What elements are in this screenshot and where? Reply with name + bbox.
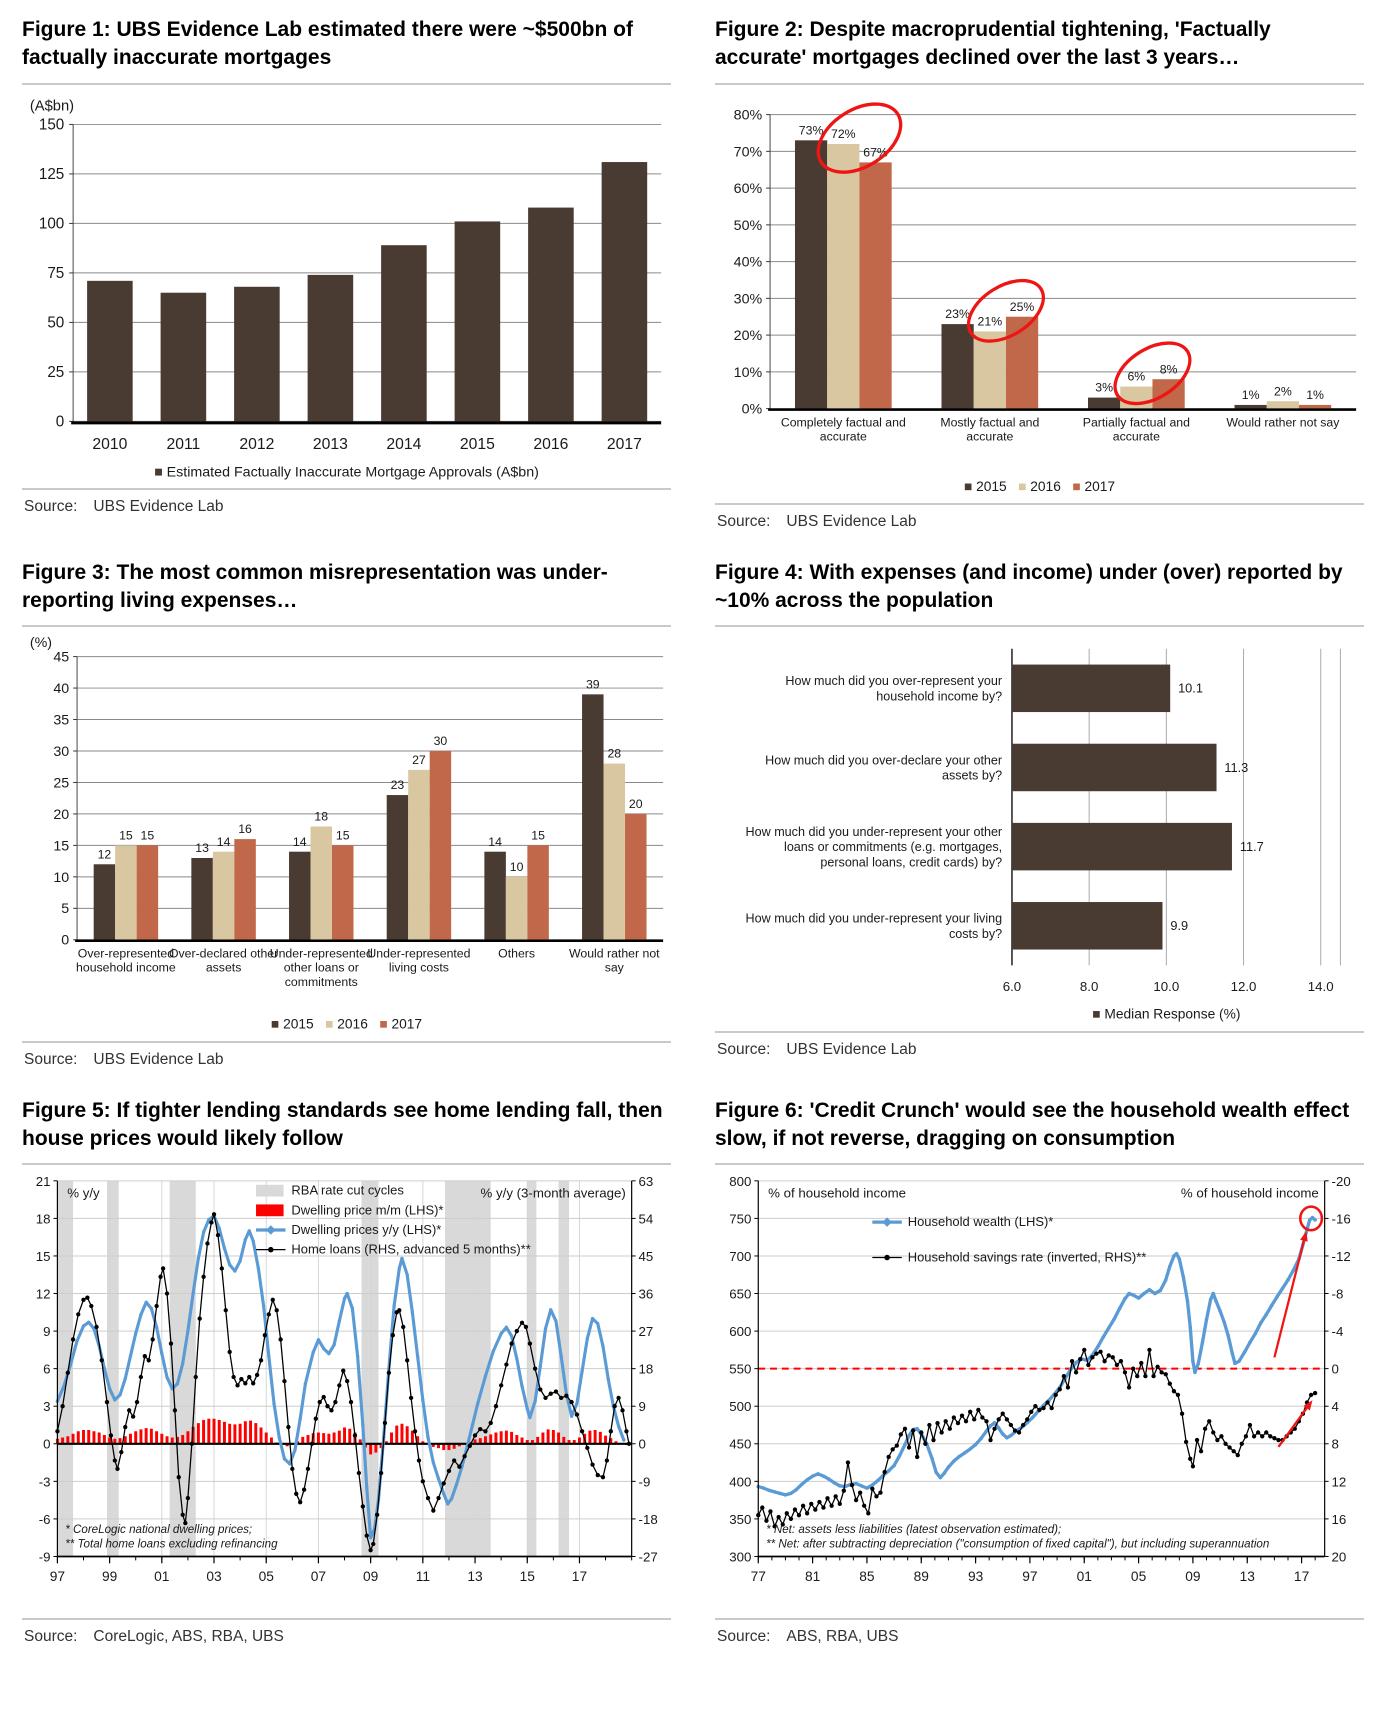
- svg-text:14: 14: [488, 835, 502, 850]
- divider: [715, 625, 1364, 627]
- svg-text:20: 20: [1331, 1549, 1347, 1565]
- svg-text:45: 45: [638, 1249, 654, 1265]
- svg-text:700: 700: [729, 1249, 752, 1265]
- divider: [22, 488, 671, 490]
- svg-text:18: 18: [638, 1361, 654, 1377]
- svg-text:Would rather not: Would rather not: [568, 946, 660, 961]
- figure-4-panel: [715, 553, 1364, 1085]
- svg-text:500: 500: [729, 1399, 752, 1415]
- svg-text:13: 13: [1239, 1569, 1255, 1585]
- svg-text:9: 9: [43, 1324, 51, 1340]
- svg-text:6%: 6%: [1127, 369, 1146, 384]
- source-label: Source:: [717, 512, 771, 530]
- divider: [715, 1618, 1364, 1620]
- svg-text:21: 21: [35, 1174, 51, 1190]
- svg-text:Dwelling prices y/y (LHS)*: Dwelling prices y/y (LHS)*: [291, 1222, 442, 1238]
- svg-text:-27: -27: [638, 1549, 658, 1565]
- svg-text:60%: 60%: [733, 180, 763, 197]
- svg-text:10: 10: [53, 870, 70, 887]
- svg-text:Completely factual and: Completely factual and: [780, 414, 906, 429]
- svg-text:73%: 73%: [798, 123, 824, 138]
- svg-text:-20: -20: [1331, 1174, 1351, 1190]
- figure-6-panel: [715, 1091, 1364, 1662]
- svg-text:Home loans (RHS, advanced 5 mo: Home loans (RHS, advanced 5 months)**: [291, 1241, 531, 1257]
- svg-text:6: 6: [43, 1361, 51, 1377]
- svg-text:0: 0: [55, 412, 65, 430]
- svg-text:40%: 40%: [733, 254, 763, 271]
- svg-text:8.0: 8.0: [1079, 979, 1099, 995]
- svg-text:150: 150: [38, 116, 65, 134]
- svg-text:assets by?: assets by?: [941, 768, 1003, 783]
- figure3-source: [24, 1051, 671, 1069]
- svg-text:800: 800: [729, 1174, 752, 1190]
- svg-text:15: 15: [531, 828, 545, 843]
- svg-text:05: 05: [258, 1569, 274, 1585]
- svg-text:commitments: commitments: [284, 975, 358, 990]
- divider: [715, 1031, 1364, 1033]
- svg-text:97: 97: [1022, 1569, 1038, 1585]
- svg-text:12.0: 12.0: [1230, 979, 1257, 995]
- divider: [715, 503, 1364, 505]
- svg-text:300: 300: [729, 1549, 752, 1565]
- svg-text:assets: assets: [205, 961, 242, 976]
- svg-text:30: 30: [53, 744, 70, 761]
- svg-text:8%: 8%: [1159, 361, 1178, 376]
- figure3-chart: [22, 633, 671, 1036]
- svg-text:-16: -16: [1331, 1211, 1351, 1227]
- svg-text:% y/y (3-month average): % y/y (3-month average): [480, 1185, 626, 1201]
- source-label: Source:: [24, 1050, 78, 1068]
- svg-text:0: 0: [61, 933, 70, 950]
- figure4-source: [717, 1041, 1364, 1059]
- svg-text:25%: 25%: [1009, 299, 1035, 314]
- svg-text:2013: 2013: [312, 435, 348, 453]
- svg-text:14: 14: [216, 835, 231, 850]
- source-text: UBS Evidence Lab: [786, 1040, 917, 1058]
- svg-text:accurate: accurate: [966, 429, 1014, 444]
- svg-text:How much did you over-declare: How much did you over-declare your other: [765, 753, 1003, 768]
- svg-text:45: 45: [53, 649, 70, 666]
- svg-text:Would rather not say: Would rather not say: [1226, 414, 1340, 429]
- source-text: UBS Evidence Lab: [786, 512, 917, 530]
- svg-text:28: 28: [607, 747, 622, 762]
- svg-text:0: 0: [1331, 1361, 1339, 1377]
- source-text: UBS Evidence Lab: [93, 498, 224, 516]
- svg-text:20%: 20%: [733, 327, 763, 344]
- svg-text:5: 5: [61, 901, 70, 918]
- svg-text:18: 18: [35, 1211, 51, 1227]
- svg-text:2014: 2014: [386, 435, 422, 453]
- svg-text:15: 15: [519, 1569, 535, 1585]
- divider: [22, 1163, 671, 1165]
- svg-text:23%: 23%: [945, 306, 970, 321]
- svg-text:13: 13: [195, 841, 209, 856]
- source-label: Source:: [24, 498, 78, 516]
- svg-text:97: 97: [49, 1569, 66, 1585]
- svg-text:18: 18: [314, 810, 329, 825]
- svg-text:0: 0: [638, 1436, 646, 1452]
- svg-text:11.7: 11.7: [1239, 839, 1264, 855]
- figure5-chart: [22, 1171, 671, 1614]
- svg-text:Over-declared other: Over-declared other: [168, 946, 279, 961]
- source-label: Source:: [717, 1627, 771, 1645]
- svg-text:12: 12: [35, 1286, 51, 1302]
- svg-text:9: 9: [638, 1399, 646, 1415]
- svg-text:8: 8: [1331, 1436, 1339, 1452]
- svg-text:9.9: 9.9: [1170, 918, 1189, 934]
- svg-text:10.1: 10.1: [1178, 681, 1203, 697]
- svg-text:16: 16: [238, 822, 252, 837]
- svg-text:36: 36: [638, 1286, 654, 1302]
- svg-text:15: 15: [140, 828, 155, 843]
- svg-text:household income by?: household income by?: [876, 689, 1003, 704]
- divider: [22, 1041, 671, 1043]
- svg-text:17: 17: [1293, 1569, 1310, 1585]
- svg-text:-8: -8: [1331, 1286, 1344, 1302]
- figure4-title: Figure 4: With expenses (and income) under (over) reported by ~10% across the population: [715, 560, 1343, 613]
- svg-text:15: 15: [335, 828, 350, 843]
- svg-text:12: 12: [97, 847, 112, 862]
- svg-text:Partially factual and: Partially factual and: [1082, 414, 1190, 429]
- svg-text:09: 09: [1185, 1569, 1201, 1585]
- svg-text:40: 40: [53, 681, 70, 698]
- svg-text:2011: 2011: [166, 435, 201, 453]
- figure6-chart: [715, 1171, 1364, 1614]
- svg-text:Dwelling price m/m (LHS)*: Dwelling price m/m (LHS)*: [291, 1202, 444, 1218]
- svg-text:99: 99: [101, 1569, 118, 1585]
- svg-text:10: 10: [509, 860, 524, 875]
- svg-text:3%: 3%: [1095, 380, 1114, 395]
- svg-text:2016: 2016: [533, 435, 569, 453]
- svg-text:03: 03: [206, 1569, 222, 1585]
- figure5-source: [24, 1628, 671, 1646]
- figure1-title: Figure 1: UBS Evidence Lab estimated there were ~$500bn of factually inaccurate mortgages: [22, 18, 633, 70]
- divider: [22, 1618, 671, 1620]
- svg-text:01: 01: [154, 1569, 170, 1585]
- svg-text:15: 15: [119, 828, 133, 843]
- svg-text:05: 05: [1130, 1569, 1147, 1585]
- svg-text:costs by?: costs by?: [948, 927, 1003, 942]
- svg-text:Mostly factual and: Mostly factual and: [940, 414, 1040, 429]
- svg-text:■ 2015 ■ 2016 ■ 2017: ■ 2015 ■ 2016 ■ 2017: [270, 1016, 423, 1032]
- svg-text:15: 15: [53, 838, 70, 855]
- svg-text:14.0: 14.0: [1307, 979, 1334, 995]
- svg-text:How much did you under-represe: How much did you under-represent your other: [745, 825, 1003, 840]
- svg-text:01: 01: [1076, 1569, 1092, 1585]
- svg-text:70%: 70%: [733, 143, 763, 160]
- svg-text:10%: 10%: [733, 364, 763, 381]
- svg-text:4: 4: [1331, 1399, 1339, 1415]
- svg-text:-18: -18: [638, 1512, 658, 1528]
- svg-text:100: 100: [38, 215, 65, 233]
- figure-1-panel: [22, 10, 671, 547]
- figure5-title: Figure 5: If tighter lending standards see home lending fall, then house prices would likely follow: [22, 1098, 663, 1150]
- svg-text:75: 75: [47, 264, 65, 282]
- figure-3-panel: [22, 553, 671, 1085]
- svg-text:09: 09: [362, 1569, 379, 1585]
- svg-text:2017: 2017: [606, 435, 642, 453]
- svg-text:% of household income: % of household income: [768, 1185, 907, 1201]
- svg-text:750: 750: [729, 1211, 752, 1227]
- svg-text:-12: -12: [1331, 1249, 1351, 1265]
- svg-text:■ 2015 ■ 2016 ■ 2017: ■ 2015 ■ 2016 ■ 2017: [963, 478, 1116, 494]
- svg-text:125: 125: [38, 165, 65, 183]
- svg-text:** Total home loans excluding: ** Total home loans excluding refinancing: [65, 1537, 278, 1551]
- svg-text:07: 07: [310, 1569, 327, 1585]
- svg-text:2%: 2%: [1273, 384, 1292, 399]
- svg-text:20: 20: [53, 807, 70, 824]
- svg-text:77: 77: [750, 1569, 766, 1585]
- source-text: UBS Evidence Lab: [93, 1050, 224, 1068]
- svg-text:How much did you over-represen: How much did you over-represent your: [785, 674, 1003, 689]
- svg-text:2012: 2012: [239, 435, 275, 453]
- svg-text:% y/y: % y/y: [67, 1185, 100, 1201]
- svg-text:(A$bn): (A$bn): [29, 98, 75, 115]
- svg-text:30: 30: [433, 734, 448, 749]
- svg-text:-3: -3: [38, 1474, 51, 1490]
- svg-text:39: 39: [585, 677, 600, 692]
- svg-text:■ Median Response (%): ■ Median Response (%): [1092, 1006, 1241, 1022]
- divider: [22, 83, 671, 85]
- svg-text:35: 35: [53, 712, 70, 729]
- figure4-chart: [715, 633, 1364, 1026]
- svg-text:accurate: accurate: [819, 429, 867, 444]
- figure6-source: [717, 1628, 1364, 1646]
- svg-text:400: 400: [729, 1474, 752, 1490]
- svg-text:72%: 72%: [831, 126, 856, 141]
- svg-text:14: 14: [292, 835, 307, 850]
- svg-text:living costs: living costs: [388, 961, 449, 976]
- svg-text:■ Estimated Factually Inaccura: ■ Estimated Factually Inaccurate Mortgage Approvals (A$bn): [154, 464, 539, 481]
- figure-2-panel: [715, 10, 1364, 547]
- svg-text:30%: 30%: [733, 290, 763, 307]
- source-label: Source:: [717, 1040, 771, 1058]
- svg-text:27: 27: [412, 753, 426, 768]
- svg-text:-9: -9: [638, 1474, 651, 1490]
- svg-text:accurate: accurate: [1112, 429, 1160, 444]
- svg-text:17: 17: [571, 1569, 588, 1585]
- figure2-title: Figure 2: Despite macroprudential tightening, 'Factually accurate' mortgages declined over the last 3 years…: [715, 18, 1271, 70]
- divider: [715, 83, 1364, 85]
- svg-text:12: 12: [1331, 1474, 1347, 1490]
- svg-text:93: 93: [967, 1569, 984, 1585]
- svg-text:Over-represented: Over-represented: [77, 946, 175, 961]
- svg-text:10.0: 10.0: [1153, 979, 1180, 995]
- svg-text:** Net: after subtracting depr: ** Net: after subtracting depreciation ("consumption of fixed capital"), but including superannuation: [766, 1537, 1270, 1551]
- figure2-source: [717, 513, 1364, 531]
- svg-text:54: 54: [638, 1211, 654, 1227]
- svg-text:550: 550: [729, 1361, 752, 1377]
- svg-text:13: 13: [467, 1569, 483, 1585]
- svg-text:21%: 21%: [977, 314, 1003, 329]
- svg-text:Under-represented: Under-represented: [367, 946, 471, 961]
- svg-text:* CoreLogic national dwelling: * CoreLogic national dwelling prices;: [65, 1523, 253, 1537]
- svg-text:-4: -4: [1331, 1324, 1344, 1340]
- source-text: ABS, RBA, UBS: [786, 1627, 899, 1645]
- svg-text:23: 23: [390, 778, 405, 793]
- svg-text:2010: 2010: [92, 435, 128, 453]
- svg-text:-9: -9: [38, 1549, 51, 1565]
- svg-text:350: 350: [729, 1512, 752, 1528]
- svg-text:11: 11: [415, 1569, 430, 1585]
- svg-text:Under-represented: Under-represented: [269, 946, 373, 961]
- source-text: CoreLogic, ABS, RBA, UBS: [93, 1627, 284, 1645]
- svg-text:15: 15: [35, 1249, 51, 1265]
- svg-text:85: 85: [859, 1569, 875, 1585]
- svg-text:* Net: assets less liabilities: * Net: assets less liabilities (latest observation estimated);: [766, 1523, 1062, 1537]
- svg-text:80%: 80%: [733, 107, 763, 124]
- svg-text:say: say: [604, 961, 624, 976]
- svg-text:personal loans, credit cards): personal loans, credit cards) by?: [820, 855, 1003, 870]
- svg-text:50%: 50%: [733, 217, 763, 234]
- svg-text:household income: household income: [76, 961, 176, 976]
- source-label: Source:: [24, 1627, 78, 1645]
- svg-text:% of household income: % of household income: [1180, 1185, 1319, 1201]
- svg-text:0: 0: [43, 1436, 51, 1452]
- svg-text:11.3: 11.3: [1224, 760, 1249, 776]
- svg-text:81: 81: [804, 1569, 821, 1585]
- svg-text:3: 3: [43, 1399, 51, 1415]
- svg-text:loans or commitments (e.g. mor: loans or commitments (e.g. mortgages,: [784, 840, 1003, 855]
- svg-text:2015: 2015: [459, 435, 495, 453]
- divider: [715, 1163, 1364, 1165]
- svg-text:RBA rate cut cycles: RBA rate cut cycles: [291, 1182, 404, 1198]
- svg-text:(%): (%): [29, 635, 53, 652]
- svg-text:6.0: 6.0: [1002, 979, 1022, 995]
- svg-text:How much did you under-represe: How much did you under-represent your living: [745, 912, 1003, 927]
- svg-text:Household savings rate (invert: Household savings rate (inverted, RHS)**: [907, 1249, 1147, 1265]
- svg-text:27: 27: [638, 1324, 654, 1340]
- svg-text:89: 89: [913, 1569, 929, 1585]
- svg-text:Others: Others: [498, 946, 536, 961]
- svg-text:1%: 1%: [1241, 387, 1260, 402]
- svg-text:25: 25: [47, 363, 65, 381]
- svg-text:16: 16: [1331, 1512, 1347, 1528]
- svg-text:67%: 67%: [863, 145, 888, 160]
- svg-text:other loans or: other loans or: [283, 961, 359, 976]
- svg-text:450: 450: [729, 1436, 752, 1452]
- svg-text:50: 50: [47, 314, 65, 332]
- svg-text:0%: 0%: [741, 401, 763, 418]
- figure2-chart: [715, 91, 1364, 499]
- divider: [22, 625, 671, 627]
- svg-text:Household wealth (LHS)*: Household wealth (LHS)*: [907, 1214, 1054, 1230]
- figure6-title: Figure 6: 'Credit Crunch' would see the household wealth effect slow, if not reverse, dragging on consumption: [715, 1098, 1350, 1150]
- figure1-source: [24, 498, 671, 516]
- svg-text:25: 25: [53, 775, 70, 792]
- svg-text:20: 20: [628, 797, 643, 812]
- figure3-title: Figure 3: The most common misrepresentation was under-reporting living expenses…: [22, 560, 608, 613]
- svg-text:650: 650: [729, 1286, 752, 1302]
- svg-text:600: 600: [729, 1324, 752, 1340]
- svg-text:1%: 1%: [1306, 387, 1324, 402]
- svg-text:-6: -6: [38, 1512, 51, 1528]
- svg-text:63: 63: [638, 1174, 654, 1190]
- figure1-chart: [22, 91, 671, 484]
- figure-5-panel: [22, 1091, 671, 1662]
